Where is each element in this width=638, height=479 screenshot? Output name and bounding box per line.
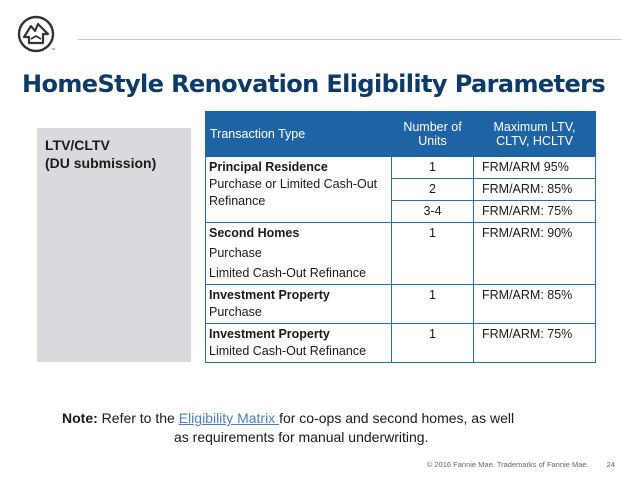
units-cell: 3-4 — [392, 201, 474, 223]
investment-purchase-desc: Purchase — [209, 305, 262, 319]
eligibility-matrix-link[interactable]: Eligibility Matrix — [178, 410, 280, 426]
investment-refi-cell — [206, 324, 392, 363]
ltv-cell: FRM/ARM: 75% — [474, 201, 596, 223]
eligibility-table — [205, 111, 596, 363]
copyright-text: © 2016 Fannie Mae. Trademarks of Fannie Mae. — [426, 460, 589, 469]
ltv-cell: FRM/ARM: 85% — [474, 179, 596, 201]
sidebox-label: LTV/CLTV (DU submission) — [45, 137, 157, 171]
principal-desc: Purchase or Limited Cash-Out Refinance — [209, 177, 378, 208]
footer — [427, 460, 615, 469]
second-homes-title: Second Homes — [209, 226, 300, 240]
header-divider — [78, 39, 622, 40]
note-label: Note: — [62, 410, 98, 426]
note-text-after: for co-ops and second homes, as well — [279, 410, 515, 426]
second-homes-line2: Limited Cash-Out Refinance — [209, 266, 367, 280]
investment-purchase-cell — [206, 285, 392, 324]
ltv-cell: FRM/ARM: 90% — [474, 223, 596, 285]
note-text — [62, 409, 602, 447]
units-cell: 1 — [392, 324, 474, 363]
fannie-mae-logo-icon — [16, 12, 60, 56]
note-line2: as requirements for manual underwriting. — [174, 429, 429, 445]
principal-residence-cell — [206, 157, 392, 223]
second-homes-cell — [206, 223, 392, 285]
page-title: HomeStyle Renovation Eligibility Parameters — [22, 70, 606, 98]
table-row — [206, 157, 596, 179]
second-homes-line1: Purchase — [209, 246, 262, 260]
ltv-cell: FRM/ARM: 75% — [474, 324, 596, 363]
ltv-cell: FRM/ARM 95% — [474, 157, 596, 179]
units-cell: 1 — [392, 157, 474, 179]
page-number: 24 — [606, 460, 615, 469]
principal-title: Principal Residence — [209, 160, 328, 174]
table-row — [206, 223, 596, 285]
note-text-before: Refer to the — [97, 410, 179, 426]
units-cell: 1 — [392, 223, 474, 285]
ltv-sidebox — [37, 128, 191, 362]
table-header-row — [206, 112, 596, 157]
table-row — [206, 324, 596, 363]
table-row — [206, 285, 596, 324]
investment-purchase-title: Investment Property — [209, 288, 330, 302]
units-cell: 2 — [392, 179, 474, 201]
header-number-of-units: Number of Units — [392, 112, 474, 157]
units-cell: 1 — [392, 285, 474, 324]
header-transaction-type: Transaction Type — [206, 112, 392, 157]
investment-refi-title: Investment Property — [209, 327, 330, 341]
header-max-ltv: Maximum LTV, CLTV, HCLTV — [474, 112, 596, 157]
svg-text:™: ™ — [51, 47, 55, 52]
ltv-cell: FRM/ARM: 85% — [474, 285, 596, 324]
investment-refi-desc: Limited Cash-Out Refinance — [209, 344, 367, 358]
